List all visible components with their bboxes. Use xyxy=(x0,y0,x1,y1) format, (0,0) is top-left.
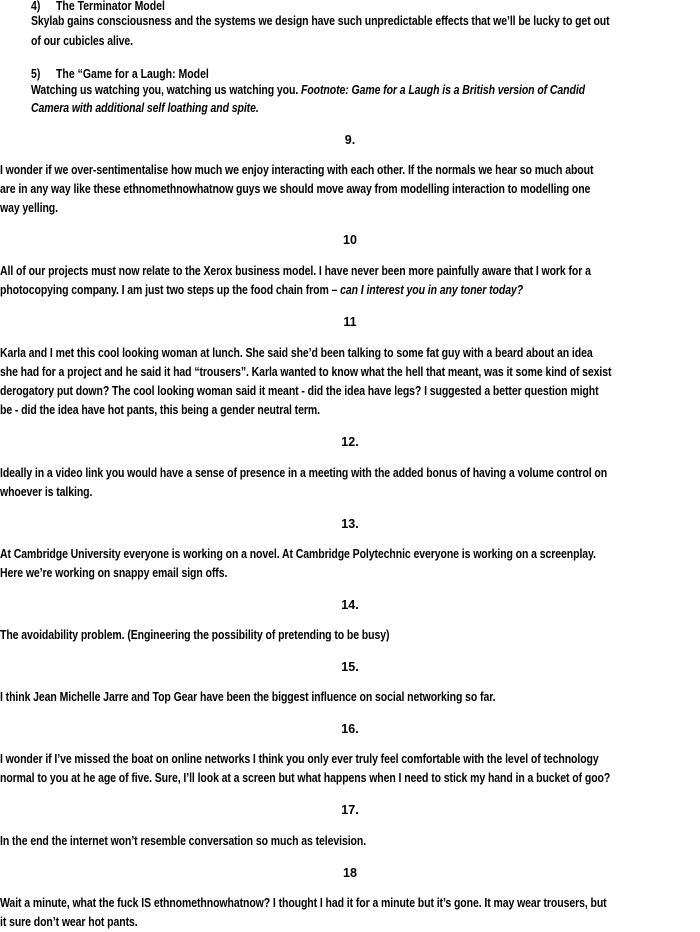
list-item-text-line: of our cubicles alive. xyxy=(31,34,134,48)
section-text-line: I wonder if we over-sentimentalise how much we enjoy interacting with each other. If the normals we hear so much about xyxy=(0,163,594,177)
section-text-line: Karla and I met this cool looking woman at lunch. She said she’d been talking to some fat guy with a beard about an idea xyxy=(0,346,593,360)
section-text-line: whoever is talking. xyxy=(0,485,93,499)
section-number: 15. xyxy=(341,660,359,674)
list-item-text-plain: Watching us watching you, watching us watching you. xyxy=(31,83,302,97)
section-text-line: I wonder if I’ve missed the boat on online networks I think you only ever truly feel comfortable with the level of technology xyxy=(0,752,599,766)
list-item-number: 4) xyxy=(31,0,41,13)
section-text-line: I think Jean Michelle Jarre and Top Gear have been the biggest influence on social networking so far. xyxy=(0,690,496,704)
list-item-text-line xyxy=(31,83,585,98)
list-item-title: The “Game for a Laugh: Model xyxy=(56,67,209,81)
section-number: 9. xyxy=(344,133,356,147)
section-text-line: derogatory put down? The cool looking woman said it meant - did the idea have legs? I suggested a better question might xyxy=(0,384,599,398)
section-number: 12. xyxy=(341,435,359,449)
footnote-text: Footnote: Game for a Laugh is a British version of Candid xyxy=(301,83,586,97)
section-text-line: Ideally in a video link you would have a sense of presence in a meeting with the added bonus of having a volume control on xyxy=(0,466,608,480)
section-text-line: At Cambridge University everyone is working on a novel. At Cambridge Polytechnic everyone is working on a screenplay. xyxy=(0,547,596,561)
list-item-text-line: Skylab gains consciousness and the systems we design have such unpredictable effects that we’ll be lucky to get out xyxy=(31,14,610,28)
section-text-line: she had for a project and he said it had “trousers”. Karla wanted to know what the hell that meant, was it some kind of sexist xyxy=(0,365,612,379)
section-number: 16. xyxy=(341,722,359,736)
section-text-line: normal to you at he age of five. Sure, I’ll look at a screen but what happens when I need to stick my hand in a bucket of goo? xyxy=(0,771,611,785)
section-text-line: In the end the internet won’t resemble conversation so much as television. xyxy=(0,834,367,848)
list-item-title: The Terminator Model xyxy=(56,0,165,13)
section-text-line: are in any way like these ethnomethnowhatnow guys we should move away from modelling interaction to modelling one xyxy=(0,182,591,196)
section-text-line: it sure don’t wear hot pants. xyxy=(0,915,138,929)
section-number: 10 xyxy=(343,233,357,247)
section-number: 18 xyxy=(343,866,357,880)
section-text-line: way yelling. xyxy=(0,201,58,215)
section-text-plain: photocopying company. I am just two steps up the food chain from – xyxy=(0,283,341,297)
section-text-line: The avoidability problem. (Engineering the possibility of pretending to be busy) xyxy=(0,628,390,642)
section-number: 14. xyxy=(341,598,359,612)
section-number: 13. xyxy=(341,517,359,531)
section-text-italic: can I interest you in any toner today? xyxy=(340,283,524,297)
section-text-line: Here we’re working on snappy email sign offs. xyxy=(0,566,228,580)
list-item-number: 5) xyxy=(31,67,41,81)
section-text-line xyxy=(0,283,523,298)
section-number: 17. xyxy=(341,803,359,817)
section-text-line: All of our projects must now relate to the Xerox business model. I have never been more painfully aware that I work for a xyxy=(0,264,591,278)
footnote-text: Camera with additional self loathing and spite. xyxy=(31,101,259,115)
section-text-line: be - did the idea have hot pants, this being a gender neutral term. xyxy=(0,403,320,417)
section-text-line: Wait a minute, what the fuck IS ethnomethnowhatnow? I thought I had it for a minute but it’s gone. It may wear trousers, but xyxy=(0,896,607,910)
section-number: 11 xyxy=(343,315,357,329)
